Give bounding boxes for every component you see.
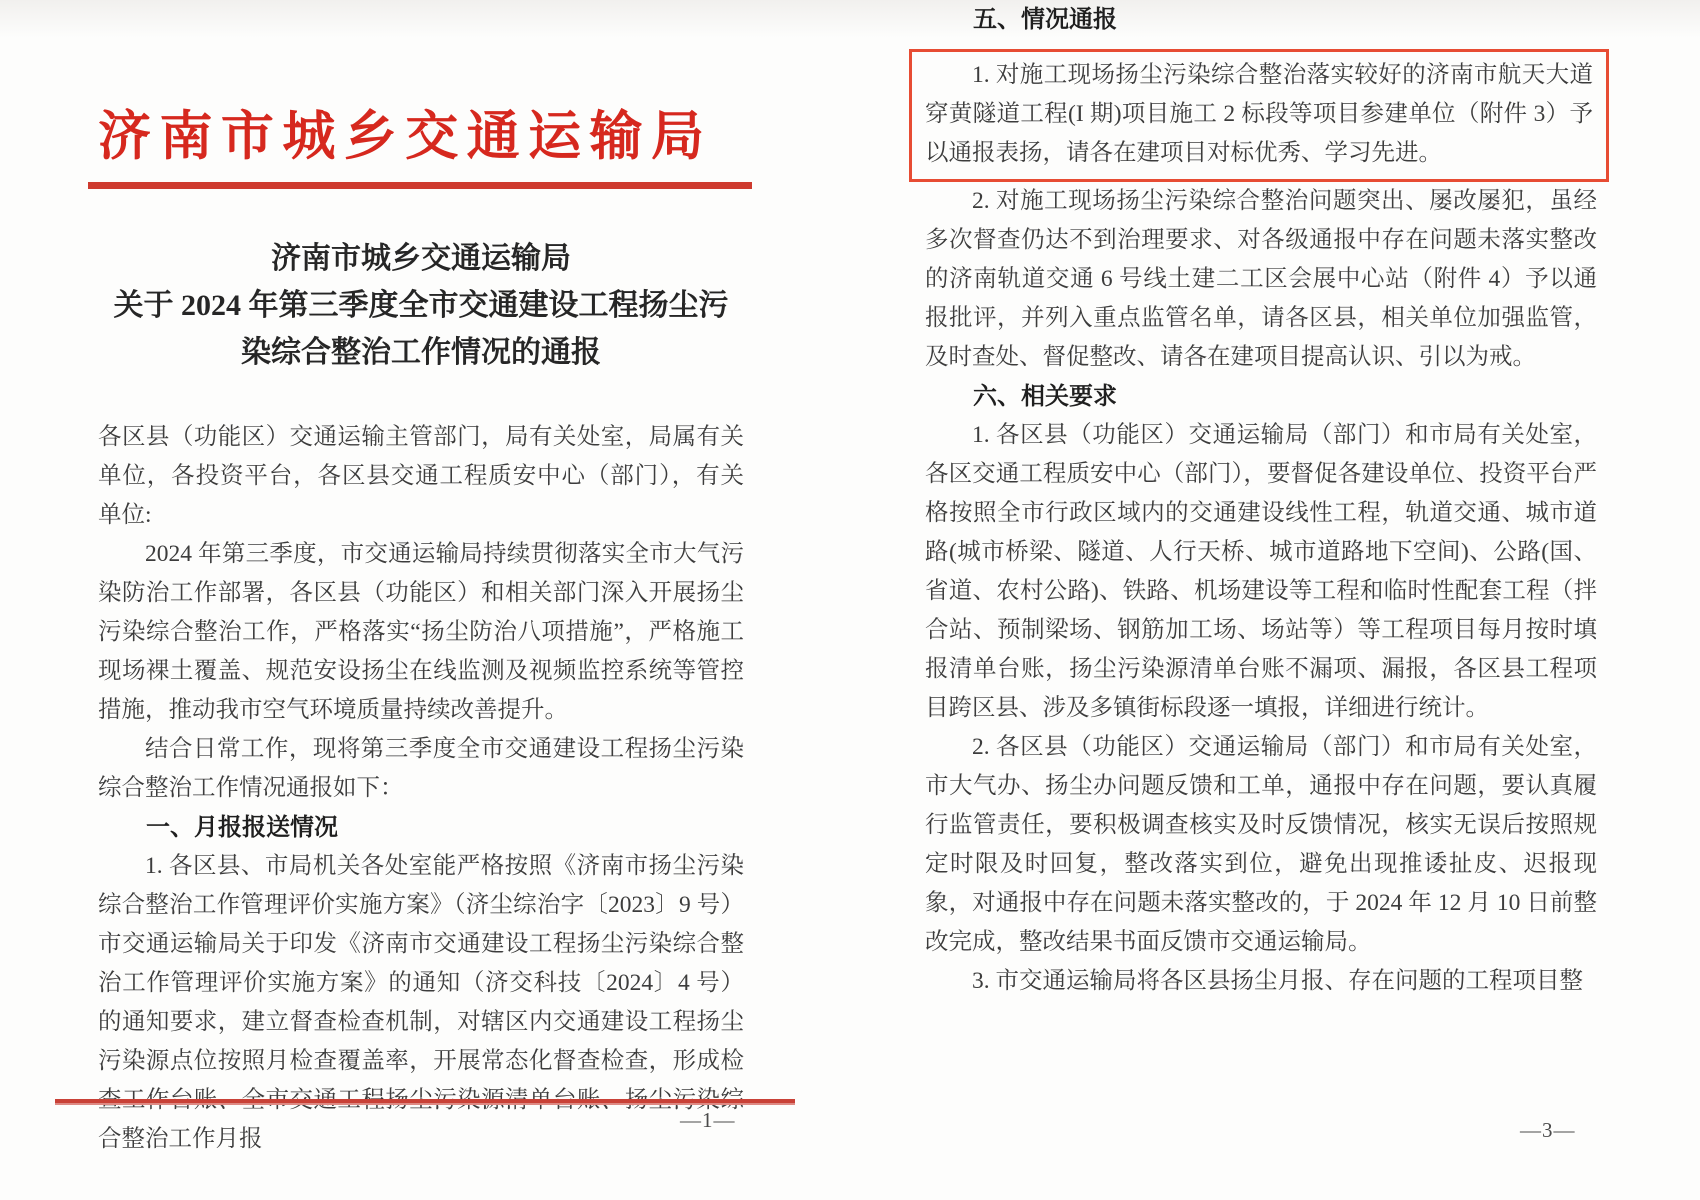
agency-masthead: 济南市城乡交通运输局 [98, 108, 704, 166]
title-line: 染综合整治工作情况的通报 [241, 335, 601, 369]
page-1-body [98, 418, 744, 1159]
footer-rule [55, 1099, 795, 1105]
title-line: 关于 2024 年第三季度全市交通建设工程扬尘污 [113, 288, 729, 322]
highlight-box [909, 49, 1609, 182]
requirement-paragraph-2: 2. 各区县（功能区）交通运输局（部门）和市局有关处室，市大气办、扬尘办问题反馈和工单，通报中存在问题，要认真履行监管责任，要积极调查核实及时反馈情况，核实无误后按照规定时限及时回复，整改落实到位，避免出现推诿扯皮、迟报现象，对通报中存在问题未落实整改的，于 2024 年 12 月 10 日前整改完成，整改结果书面反馈市交通运输局。 [925, 734, 1597, 955]
page-number-3: —3— [1520, 1118, 1576, 1142]
section-heading-requirements: 六、相关要求 [973, 383, 1117, 410]
addressee-line: 各区县（功能区）交通运输主管部门，局有关处室，局属有关单位，各投资平台，各区县交通工程质安中心（部门），有关单位: [98, 423, 744, 528]
section-heading-situation-report: 五、情况通报 [973, 6, 1117, 33]
page-number-1: —1— [680, 1108, 736, 1132]
section-heading-monthly-report: 一、月报报送情况 [146, 813, 338, 841]
body-paragraph-intro: 结合日常工作，现将第三季度全市交通建设工程扬尘污染综合整治工作情况通报如下： [98, 735, 744, 801]
body-paragraph-item-1: 1. 各区县、市局机关各处室能严格按照《济南市扬尘污染综合整治工作管理评价实施方案》（济尘综治字〔2023〕9 号）市交通运输局关于印发《济南市交通建设工程扬尘污染综合整治工作管理评价实施方案》的通知（济交科技〔2024〕4 号）的通知要求，建立督查检查机制，对辖区内交通建设工程扬尘污染源点位按照月检查覆盖率，开展常态化督查检查，形成检查工作台账、全市交通工程扬尘污染源清单台账、扬尘污染综合整治工作月报 [98, 852, 744, 1152]
requirement-paragraph-1: 1. 各区县（功能区）交通运输局（部门）和市局有关处室，各区交通工程质安中心（部门），要督促各建设单位、投资平台严格按照全市行政区域内的交通建设线性工程，轨道交通、城市道路(城市桥梁、隧道、人行天桥、城市道路地下空间)、公路(国、省道、农村公路)、铁路、机场建设等工程和临时性配套工程（拌合站、预制梁场、钢筋加工场、场站等）等工程项目每月按时填报清单台账，扬尘污染源清单台账不漏项、漏报，各区县工程项目跨区县、涉及多镇街标段逐一填报，详细进行统计。 [925, 422, 1597, 721]
page-1 [98, 0, 744, 1159]
paragraph-criticism: 2. 对施工现场扬尘污染综合整治问题突出、屡改屡犯，虽经多次督查仍达不到治理要求、对各级通报中存在问题未落实整改的济南轨道交通 6 号线土建二工区会展中心站（附件 4）予以通报批评，并列入重点监管名单，请各区县，相关单位加强监管，及时查处、督促整改、请各在建项目提高认识、引以为戒。 [925, 188, 1597, 370]
highlighted-paragraph-commendation: 1. 对施工现场扬尘污染综合整治落实较好的济南市航天大道穿黄隧道工程(I 期)项目施工 2 标段等项目参建单位（附件 3）予以通报表扬，请各在建项目对标优秀、学习先进。 [925, 62, 1593, 166]
page-3 [925, 0, 1597, 1001]
body-paragraph-overview: 2024 年第三季度，市交通运输局持续贯彻落实全市大气污染防治工作部署，各区县（功能区）和相关部门深入开展扬尘污染综合整治工作，严格落实“扬尘防治八项措施”，严格施工现场裸土覆盖、规范安设扬尘在线监测及视频监控系统等管控措施，推动我市空气环境质量持续改善提升。 [98, 540, 744, 723]
masthead-separator-rule [88, 182, 752, 189]
title-line: 济南市城乡交通运输局 [271, 241, 571, 275]
document-title [98, 235, 744, 376]
requirement-paragraph-3-partial: 3. 市交通运输局将各区县扬尘月报、存在问题的工程项目整 [972, 968, 1583, 994]
